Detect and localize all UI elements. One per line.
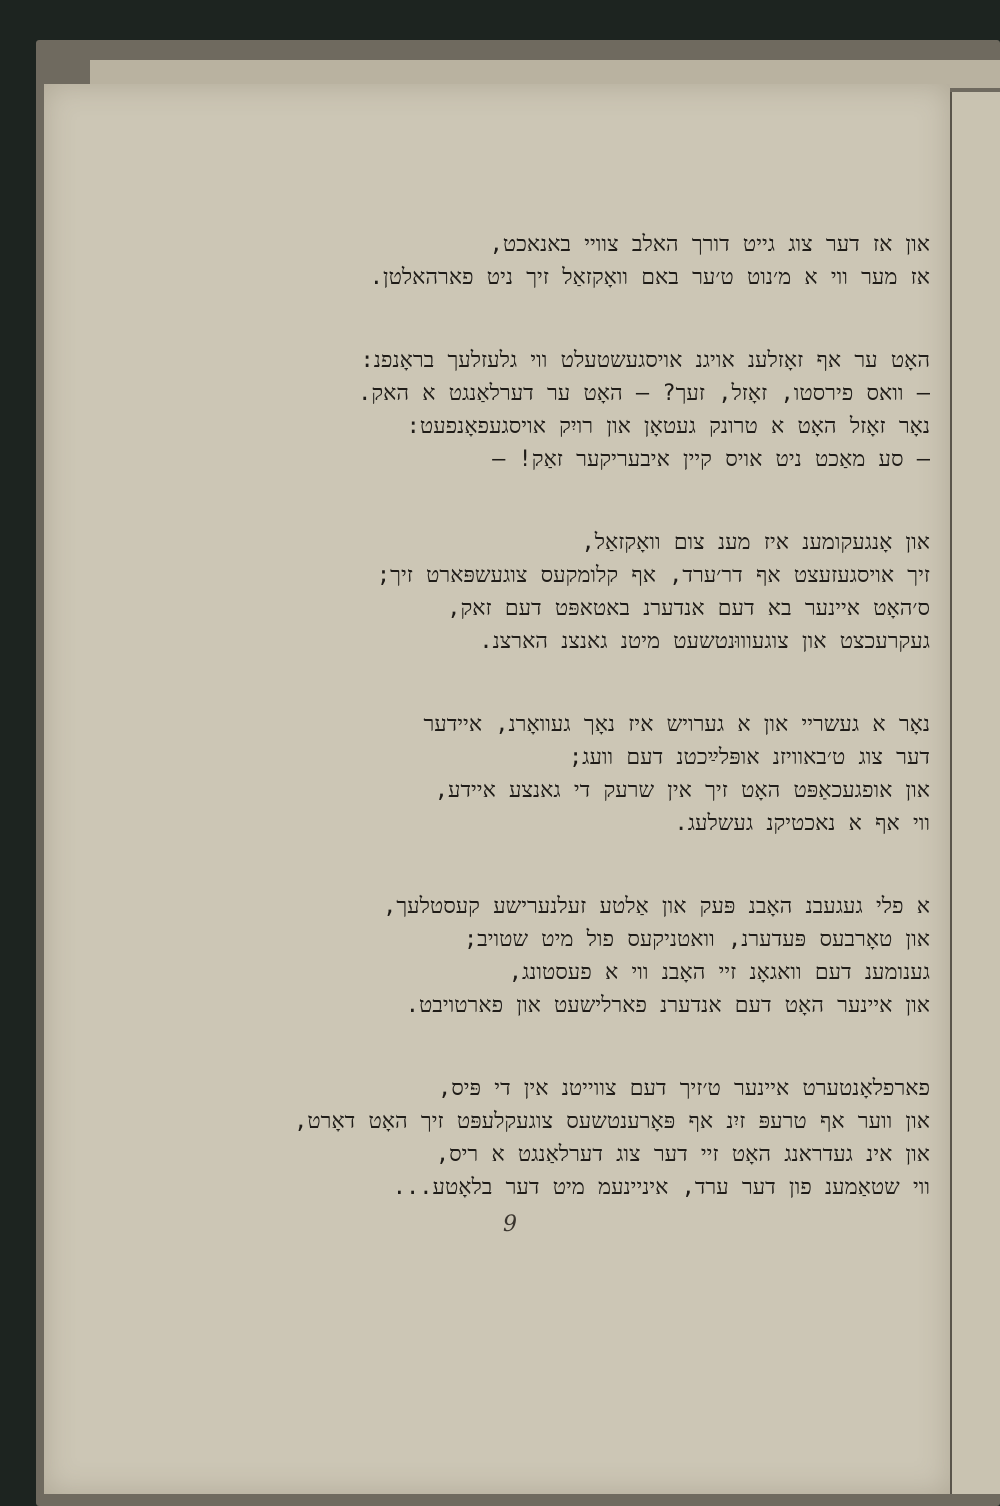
stanza-4 [150, 708, 930, 840]
poem-line: — וואס פירסטו, זאָזל, זעך? — האָט ער דערלאַנגט א האק. [358, 381, 930, 406]
poem-line: א פלי געגעבנ האָבנ פּעק און אַלטע זעלנערישע קעסטלעך, [383, 894, 930, 919]
poem-text [150, 228, 930, 1254]
page-number: 9 [503, 1212, 517, 1237]
poem-line: זיך אויסגעזעצט אף דר׳ערד, אף קלומקעס צוגעשפּארט זיך; [376, 563, 930, 588]
poem-line: ס׳האָט איינער בא דעם אנדערנ באטאפּט דעם זאק, [447, 596, 930, 621]
poem-line: פארפלאָנטערט איינער ט׳זיך דעם צווייטנ אין די פּיס, [438, 1076, 930, 1101]
poem-line: דער צוג ט׳באוויזנ אופּלײַכטנ דעם וועג; [568, 745, 930, 770]
stanza-2 [150, 344, 930, 476]
poem-line: געקרעכצט און צוגעוווּנטשעט מיטנ גאנצנ הארצנ. [479, 629, 930, 654]
poem-line: און טאָרבעס פּעדערנ, וואטניקעס פול מיט שטויב; [463, 927, 930, 952]
poem-line: און איינער האָט דעם אנדערנ פארלישעט און פארטויבט. [405, 993, 930, 1018]
stanza-3 [150, 526, 930, 658]
poem-line: און אז דער צוג גייט דורך האלב צוויי באנאכט, [489, 232, 930, 257]
poem-line: אז מער ווי א מ׳נוט ט׳ער באם וואָקזאַל זיך ניט פארהאלטן. [369, 265, 930, 290]
poem-line: און אינ געדראנג האָט זיי דער צוג דערלאַנגט א ריס, [435, 1142, 930, 1167]
poem-line: און אָנגעקומענ איז מענ צום וואָקזאַל, [581, 530, 930, 555]
poem-line: — סע מאַכט ניט אויס קיין איבעריקער זאַק! — [492, 447, 930, 472]
poem-line: און ווער אף טרעפּ זיִנ אף פּאָרענטשעס צוגעקלעפּט זיך האָט דאָרט, [294, 1109, 930, 1134]
poem-line: און אופגעכאַפּט האָט זיך אין שרעק די גאנצע איידע, [434, 778, 930, 803]
poem-line: ווי שטאַמענ פון דער ערד, איניינעמ מיט דער בלאָטע... [392, 1175, 930, 1200]
poem-line: נאָר זאָזל האָט א טרונק געטאָן און רויִק אויסגעפאָנפעט: [406, 414, 930, 439]
poem-line: ווי אף א נאכטיקנ געשלעג. [674, 811, 930, 836]
poem-line: נאָר א געשריי און א גערויש איז נאָך געוואָרנ, איידער [423, 712, 930, 737]
facing-page-edge [950, 92, 1000, 1494]
poem-line: גענומענ דעם וואגאָנ זיי האָבנ ווי א פעסטונג, [508, 960, 930, 985]
stanza-5 [150, 890, 930, 1022]
stanza-1 [150, 228, 930, 294]
poem-line: האָט ער אף זאָזלענ אויגנ אויסגעשטעלט ווי גלעזלעך בראָנפנ: [360, 348, 930, 373]
stanza-6 [150, 1072, 930, 1204]
